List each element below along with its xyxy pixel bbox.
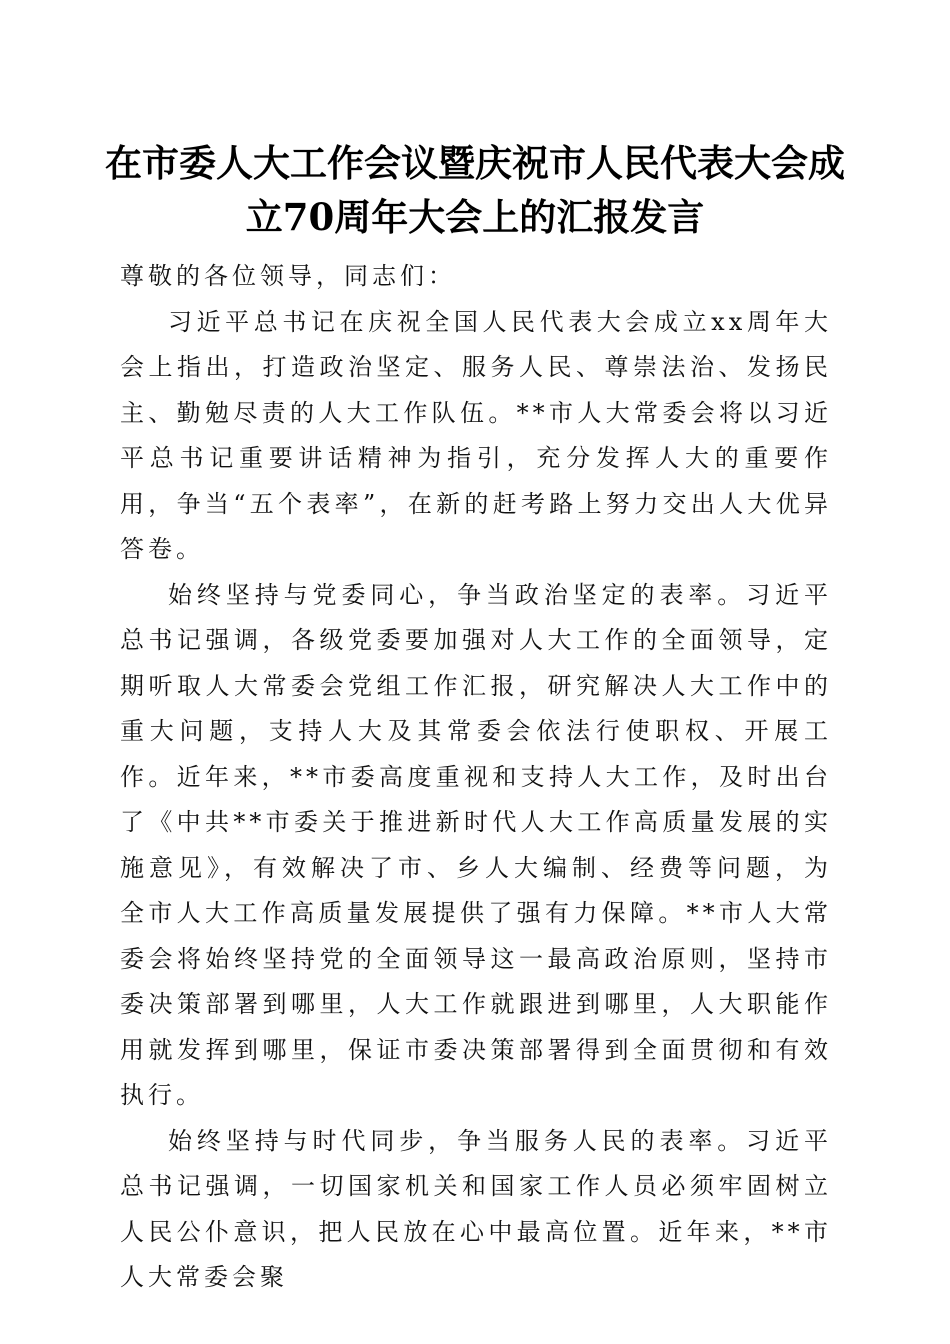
document-title — [100, 136, 850, 244]
paragraph-1: 习近平总书记在庆祝全国人民代表大会成立xx周年大会上指出，打造政治坚定、服务人民、尊崇法治、发扬民主、勤勉尽责的人大工作队伍。**市人大常委会将以习近平总书记重要讲话精神为指引，充分发挥人大的重要作用，争当“五个表率”，在新的赶考路上努力交出人大优异答卷。 — [120, 307, 832, 563]
paragraph-3: 始终坚持与时代同步，争当服务人民的表率。习近平总书记强调，一切国家机关和国家工作人员必须牢固树立人民公仆意识，把人民放在心中最高位置。近年来，**市人大常委会聚 — [120, 1126, 832, 1291]
paragraph-2: 始终坚持与党委同心，争当政治坚定的表率。习近平总书记强调，各级党委要加强对人大工作的全面领导，定期听取人大常委会党组工作汇报，研究解决人大工作中的重大问题，支持人大及其常委会依法行使职权、开展工作。近年来，**市委高度重视和支持人大工作，及时出台了《中共**市委关于推进新时代人大工作高质量发展的实施意见》，有效解决了市、乡人大编制、经费等问题，为全市人大工作高质量发展提供了强有力保障。**市人大常委会将始终坚持党的全面领导这一最高政治原则，坚持市委决策部署到哪里，人大工作就跟进到哪里，人大职能作用就发挥到哪里，保证市委决策部署得到全面贯彻和有效执行。 — [120, 580, 832, 1109]
document-body — [120, 254, 832, 1301]
title-line-1: 在市委人大工作会议暨庆祝市人民代表大会成 — [105, 141, 845, 185]
salutation: 尊敬的各位领导，同志们： — [120, 262, 456, 290]
title-line-2: 立70周年大会上的汇报发言 — [245, 195, 705, 239]
